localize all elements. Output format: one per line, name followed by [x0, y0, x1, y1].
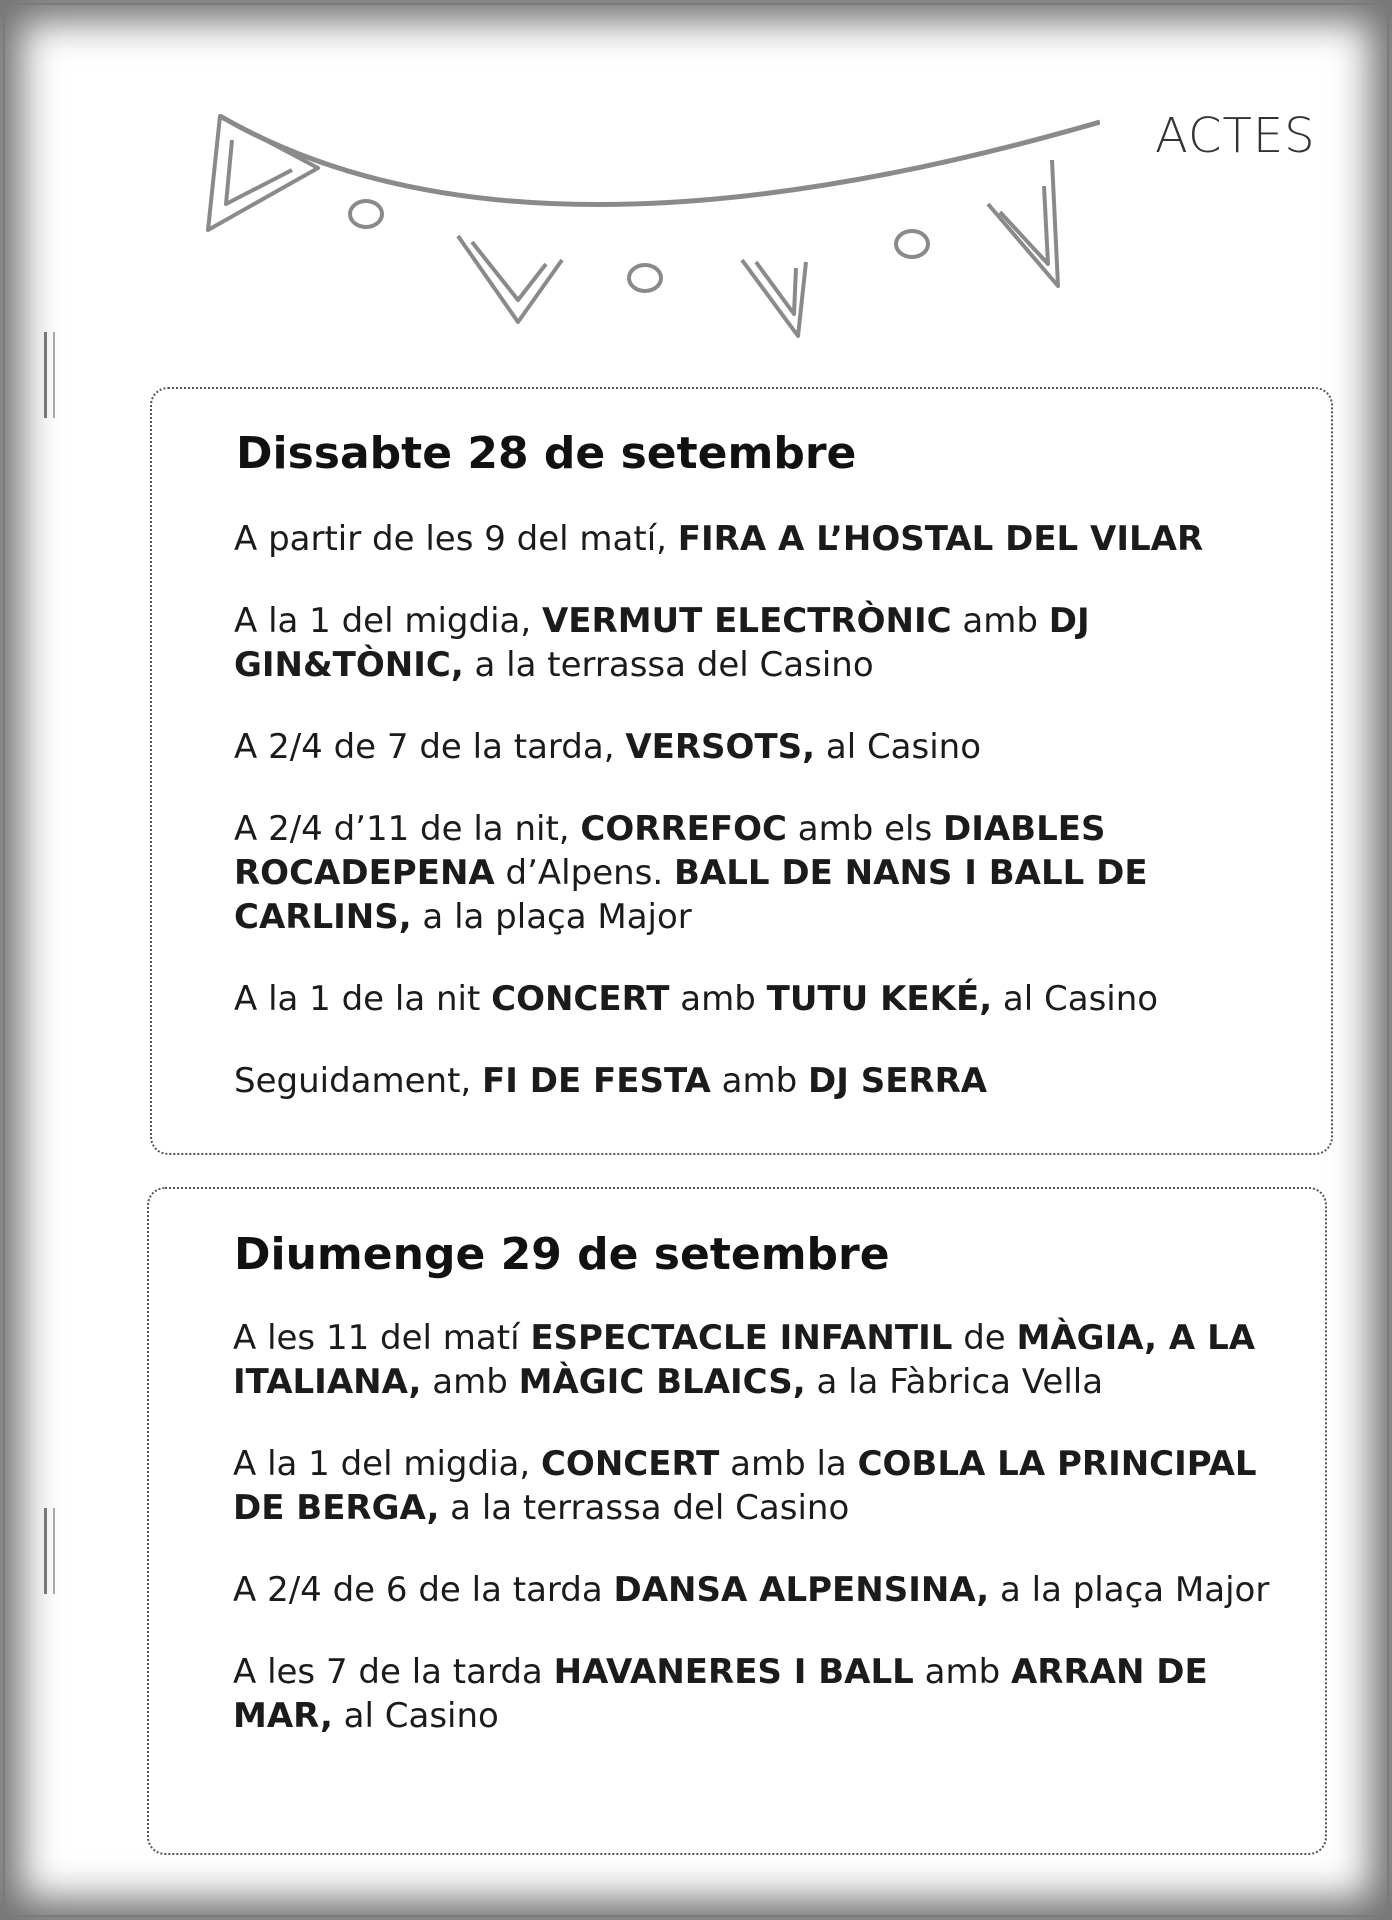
event-highlight: DIABLES ROCADEPENA: [234, 809, 1106, 893]
event-text: a la terrassa del Casino: [439, 1488, 850, 1528]
event-text: a la Fàbrica Vella: [805, 1362, 1104, 1402]
event-highlight: VERMUT ELECTRÒNIC: [541, 601, 952, 641]
event-highlight: CONCERT: [540, 1444, 720, 1484]
event-text: amb: [951, 601, 1049, 641]
staple-bottom: [44, 1508, 55, 1594]
event-text: amb: [669, 979, 767, 1019]
event-highlight: CORREFOC: [580, 809, 787, 849]
event-text: a la terrassa del Casino: [463, 645, 874, 685]
event-text: A les 11 del matí: [233, 1318, 531, 1358]
event-text: A la 1 del migdia,: [233, 1444, 541, 1484]
event-text: A 2/4 de 7 de la tarda,: [234, 727, 626, 767]
event-highlight: MÀGIA, A LA ITALIANA,: [233, 1318, 1256, 1402]
event-highlight: TUTU KEKÉ,: [766, 979, 993, 1019]
event-highlight: HAVANERES I BALL: [553, 1652, 914, 1692]
event-item: [234, 599, 1274, 687]
event-item: [233, 1316, 1273, 1404]
event-highlight: BALL DE NANS I BALL DE CARLINS,: [234, 853, 1148, 937]
event-text: amb: [421, 1362, 519, 1402]
event-highlight: ESPECTACLE INFANTIL: [530, 1318, 953, 1358]
event-text: amb els: [786, 809, 943, 849]
event-item: [233, 1568, 1273, 1612]
event-text: a la plaça Major: [411, 897, 692, 937]
event-text: A 2/4 de 6 de la tarda: [233, 1570, 614, 1610]
event-highlight: DJ SERRA: [808, 1061, 988, 1101]
staple-top: [44, 332, 55, 418]
day-title-saturday: Dissabte 28 de setembre: [236, 428, 857, 479]
section-label: ACTES: [1155, 108, 1316, 164]
event-item: [234, 977, 1274, 1021]
event-text: A la 1 del migdia,: [234, 601, 542, 641]
event-text: al Casino: [815, 727, 982, 767]
event-highlight: ARRAN DE MAR,: [233, 1652, 1208, 1736]
event-text: Seguidament,: [234, 1061, 483, 1101]
day-title-sunday: Diumenge 29 de setembre: [234, 1229, 890, 1280]
event-text: amb la: [719, 1444, 858, 1484]
event-item: [233, 1650, 1273, 1738]
event-text: de: [952, 1318, 1017, 1358]
event-highlight: FI DE FESTA: [482, 1061, 711, 1101]
event-highlight: DANSA ALPENSINA,: [613, 1570, 990, 1610]
event-highlight: MÀGIC BLAICS,: [518, 1362, 806, 1402]
event-list-sunday: [233, 1316, 1273, 1776]
event-highlight: CONCERT: [491, 979, 670, 1019]
event-text: d’Alpens.: [494, 853, 674, 893]
event-text: al Casino: [332, 1696, 499, 1736]
event-list-saturday: [234, 517, 1274, 1141]
event-item: [234, 1059, 1274, 1103]
event-text: A partir de les 9 del matí,: [234, 519, 678, 559]
event-item: [234, 807, 1274, 939]
event-text: amb: [710, 1061, 808, 1101]
event-text: al Casino: [992, 979, 1159, 1019]
event-highlight: COBLA LA PRINCIPAL DE BERGA,: [233, 1444, 1257, 1528]
event-text: A 2/4 d’11 de la nit,: [234, 809, 581, 849]
event-highlight: FIRA A L’HOSTAL DEL VILAR: [677, 519, 1204, 559]
event-item: [234, 725, 1274, 769]
event-text: A la 1 de la nit: [234, 979, 492, 1019]
event-highlight: DJ GIN&TÒNIC,: [234, 601, 1090, 685]
event-text: a la plaça Major: [989, 1570, 1270, 1610]
event-item: [233, 1442, 1273, 1530]
event-highlight: VERSOTS,: [625, 727, 816, 767]
bunting-garland-illustration: [200, 100, 1100, 360]
event-item: [234, 517, 1274, 561]
event-text: A les 7 de la tarda: [233, 1652, 554, 1692]
event-text: amb: [913, 1652, 1011, 1692]
